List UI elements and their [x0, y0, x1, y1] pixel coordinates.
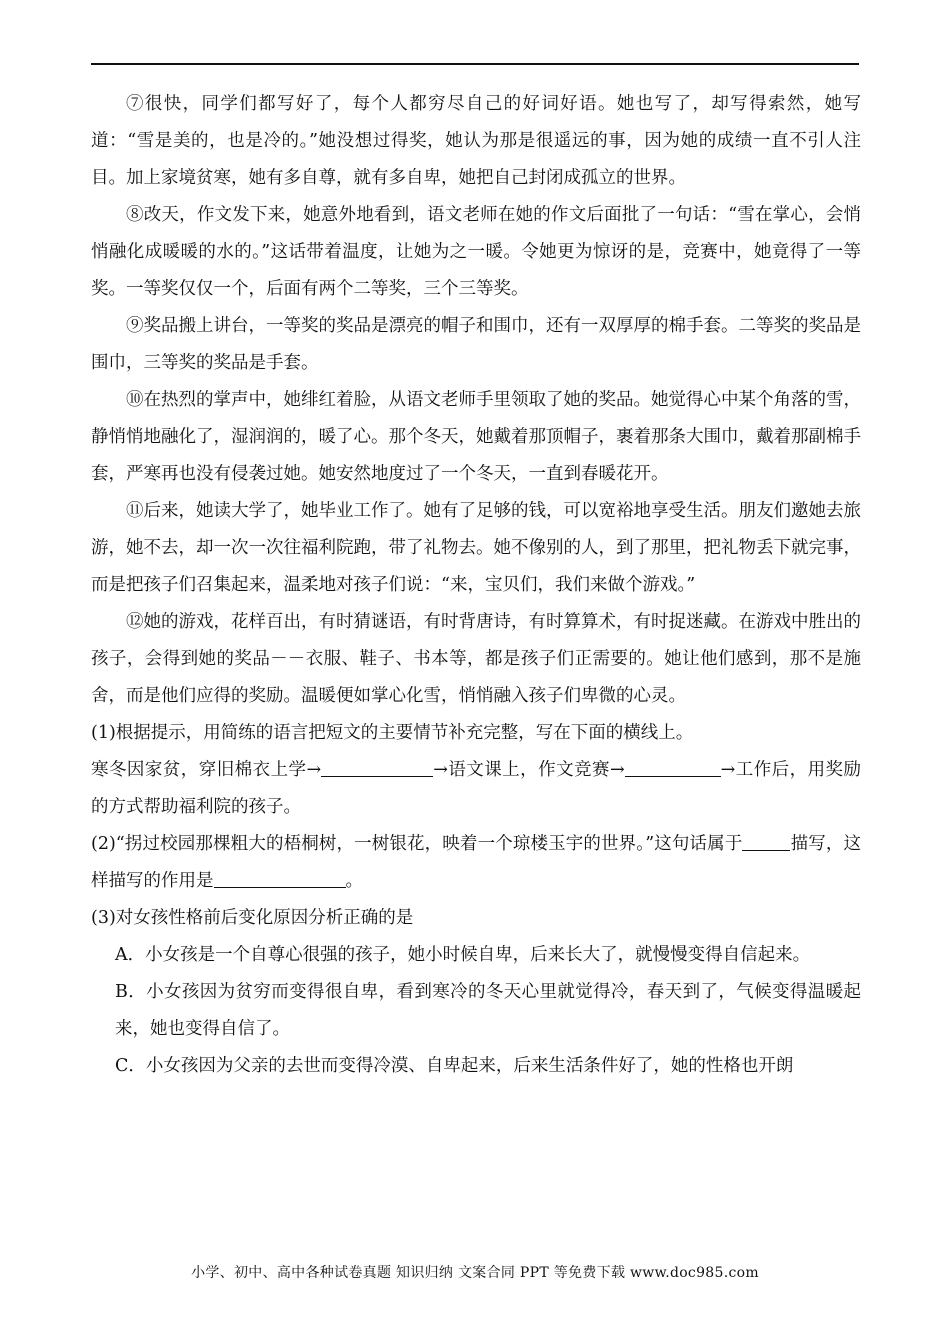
paragraph-11: ⑪后来，她读大学了，她毕业工作了。她有了足够的钱，可以宽裕地享受生活。朋友们邀她去旅游，她不去，却一次一次往福利院跑，带了礼物去。她不像别的人，到了那里，把礼物丢下就完事，而是把孩子们召集起来，温柔地对孩子们说：“来，宝贝们，我们来做个游戏。”	[91, 501, 861, 595]
paragraph-12: ⑫她的游戏，花样百出，有时猜谜语，有时背唐诗，有时算算术，有时捉迷藏。在游戏中胜出的孩子，会得到她的奖品－－衣服、鞋子、书本等，都是孩子们正需要的。她让他们感到，那不是施舍，而是他们应得的奖励。温暖便如掌心化雪，悄悄融入孩子们卑微的心灵。	[91, 612, 861, 706]
answer-blank-4[interactable]	[214, 867, 346, 888]
question-2	[91, 826, 861, 900]
answer-blank-3[interactable]	[742, 830, 790, 851]
paragraph-9: ⑨奖品搬上讲台，一等奖的奖品是漂亮的帽子和围巾，还有一双厚厚的棉手套。二等奖的奖品是围巾，三等奖的奖品是手套。	[91, 316, 861, 373]
header-rule	[91, 63, 859, 65]
question-1-plot-line	[91, 752, 861, 826]
question-2-text-end: 。	[345, 871, 363, 891]
page-footer: 小学、初中、高中各种试卷真题 知识归纳 文案合同 PPT 等免费下载 www.doc985.com	[191, 1265, 759, 1281]
paragraph-8: ⑧改天，作文发下来，她意外地看到，语文老师在她的作文后面批了一句话：“雪在掌心，会悄悄融化成暖暖的水的。”这话带着温度，让她为之一暖。令她更为惊讶的是，竞赛中，她竟得了一等奖。一等奖仅仅一个，后面有两个二等奖，三个三等奖。	[91, 205, 861, 299]
option-a[interactable]: A．小女孩是一个自尊心很强的孩子，她小时候自卑，后来长大了，就慢慢变得自信起来。	[115, 945, 811, 965]
answer-blank-1[interactable]	[321, 756, 433, 777]
option-c[interactable]: C．小女孩因为父亲的去世而变得冷漠、自卑起来，后来生活条件好了，她的性格也开朗	[115, 1056, 794, 1076]
question-2-text-2: 描写，这样描写的作用是	[91, 834, 861, 891]
paragraph-10: ⑩在热烈的掌声中，她绯红着脸，从语文老师手里领取了她的奖品。她觉得心中某个角落的雪，静悄悄地融化了，湿润润的，暖了心。那个冬天，她戴着那顶帽子，裹着那条大围巾，戴着那副棉手套，严寒再也没有侵袭过她。她安然地度过了一个冬天，一直到春暖花开。	[91, 390, 861, 484]
answer-blank-2[interactable]	[625, 756, 721, 777]
paragraph-7: ⑦很快，同学们都写好了，每个人都穷尽自己的好词好语。她也写了，却写得索然，她写道：“雪是美的，也是冷的。”她没想过得奖，她认为那是很遥远的事，因为她的成绩一直不引人注目。加上家境贫寒，她有多自尊，就有多自卑，她把自己封闭成孤立的世界。	[91, 94, 861, 188]
question-1-prompt: (1)根据提示，用简练的语言把短文的主要情节补充完整，写在下面的横线上。	[91, 723, 694, 743]
document-body	[91, 86, 861, 1085]
question-3-prompt: (3)对女孩性格前后变化原因分析正确的是	[91, 908, 414, 928]
plot-step-2: →语文课上，作文竞赛→	[433, 760, 625, 780]
plot-step-3: →工作后，用奖励的方式帮助福利院的孩子。	[91, 760, 861, 817]
question-2-text: (2)“拐过校园那棵粗大的梧桐树，一树银花，映着一个琼楼玉宇的世界。”这句话属于	[91, 834, 743, 854]
option-b[interactable]: B．小女孩因为贫穷而变得很自卑，看到寒冷的冬天心里就觉得冷，春天到了，气候变得温暖起来，她也变得自信了。	[115, 982, 861, 1039]
plot-step-1: 寒冬因家贫，穿旧棉衣上学→	[91, 760, 322, 780]
